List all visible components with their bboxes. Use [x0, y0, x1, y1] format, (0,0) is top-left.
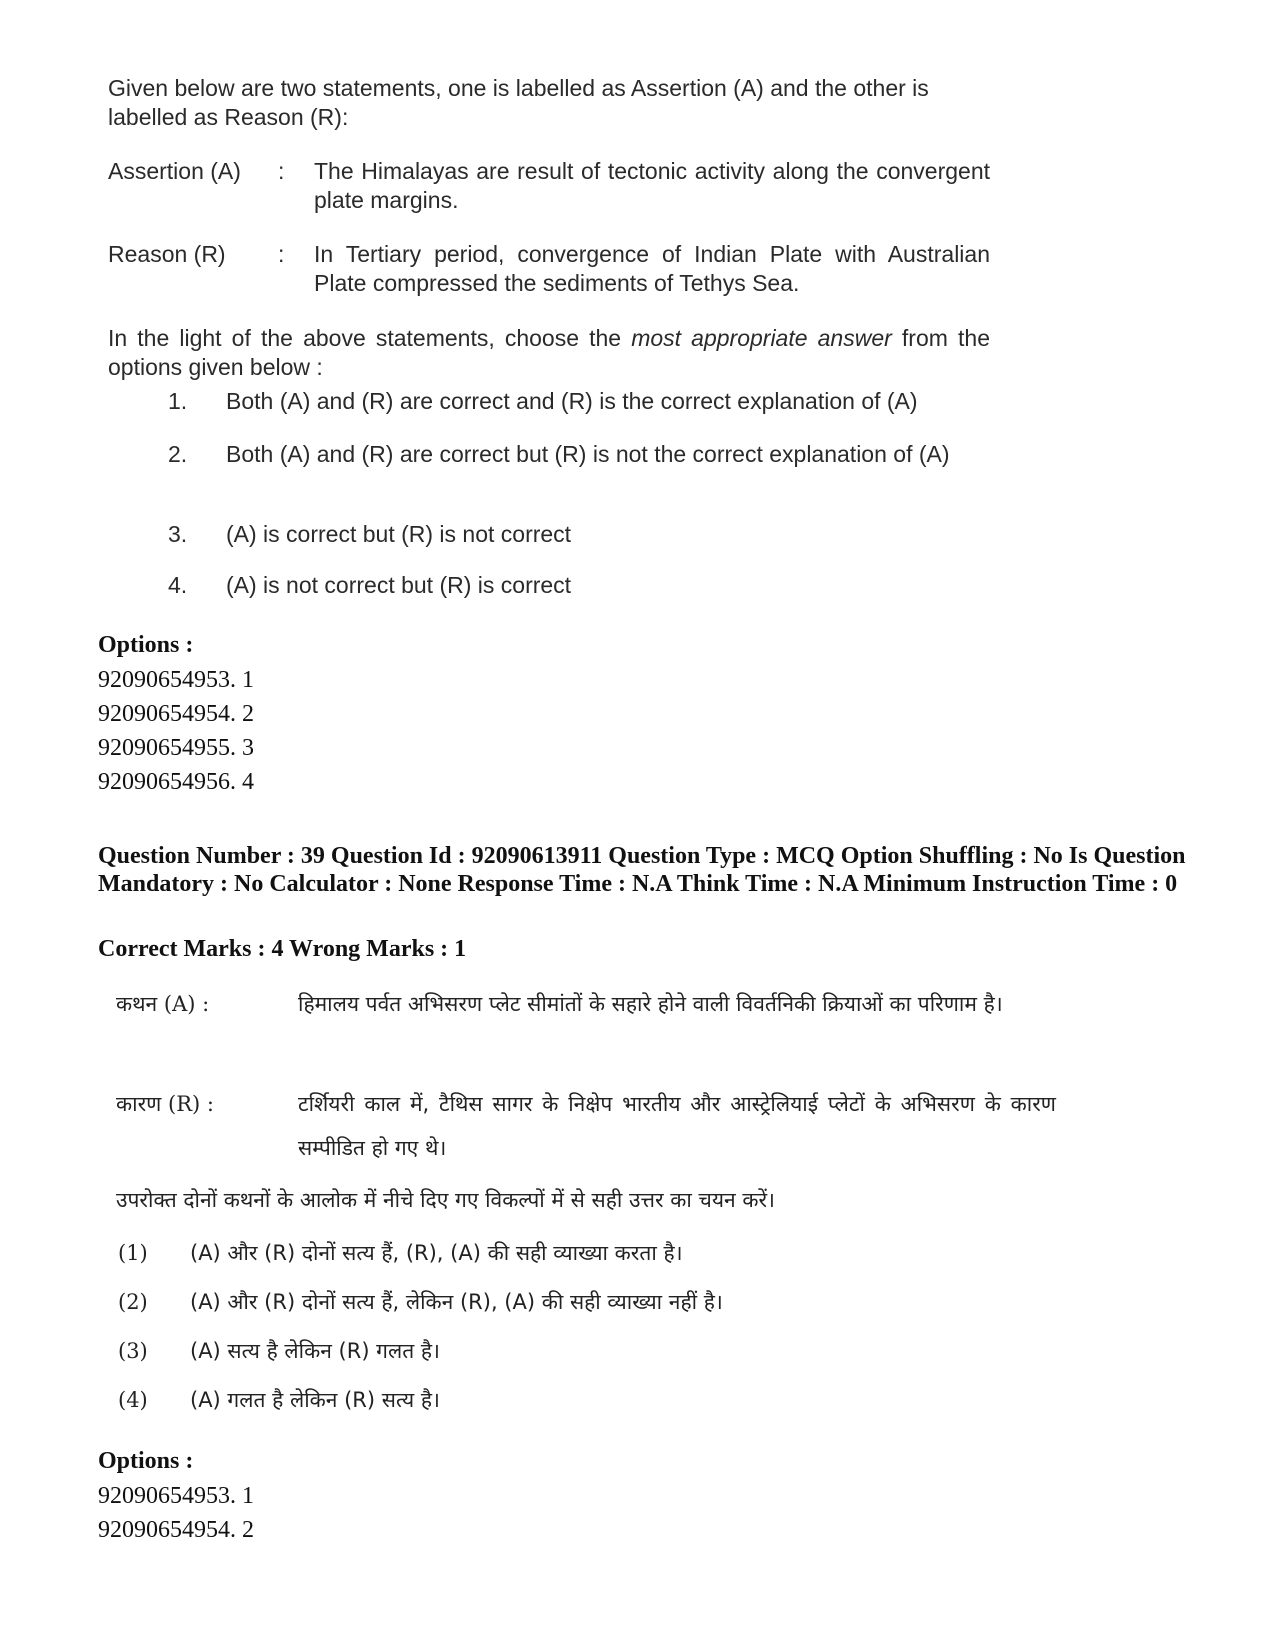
option-id: 92090654953. 1 — [98, 667, 254, 693]
reason-text: In Tertiary period, convergence of Indian Plate with Australian Plate compressed the sediments of Tethys Sea. — [314, 241, 990, 296]
options-heading: Options : — [98, 632, 194, 658]
choice-number: 2. — [168, 441, 188, 467]
instruction-text — [108, 324, 990, 382]
hindi-assertion-row — [116, 982, 1056, 1026]
options-heading: Options : — [98, 1448, 194, 1474]
hindi-choice-text: (A) सत्य है लेकिन (R) गलत है। — [190, 1339, 440, 1363]
hindi-choice-text: (A) गलत है लेकिन (R) सत्य है। — [190, 1388, 440, 1412]
hindi-choice-number: (2) — [118, 1290, 148, 1314]
option-id: 92090654954. 2 — [98, 1517, 254, 1543]
question-intro: Given below are two statements, one is labelled as Assertion (A) and the other is labelled as Reason (R): — [108, 75, 929, 130]
option-id: 92090654953. 1 — [98, 1483, 254, 1509]
hindi-instruction: उपरोक्त दोनों कथनों के आलोक में नीचे दिए गए विकल्पों में से सही उत्तर का चयन करें। — [116, 1188, 776, 1212]
question-marks: Correct Marks : 4 Wrong Marks : 1 — [98, 936, 467, 962]
assertion-label: Assertion (A) — [108, 158, 241, 184]
hindi-choice-item — [118, 1236, 1018, 1270]
hindi-choice-item — [118, 1285, 1018, 1319]
choice-text: (A) is correct but (R) is not correct — [226, 521, 572, 547]
reason-colon: : — [278, 241, 285, 267]
hindi-reason-row — [116, 1082, 1056, 1170]
hindi-choice-item — [118, 1334, 1018, 1368]
option-id: 92090654954. 2 — [98, 701, 254, 727]
hindi-choice-number: (1) — [118, 1241, 148, 1265]
choice-text: (A) is not correct but (R) is correct — [226, 572, 572, 598]
instruction-emphasis: most appropriate answer — [631, 325, 892, 351]
choice-item — [168, 520, 990, 549]
choice-item — [168, 440, 990, 469]
assertion-colon: : — [278, 158, 285, 184]
hindi-choice-number: (4) — [118, 1388, 148, 1412]
hindi-assertion-label: कथन (A) : — [116, 992, 210, 1016]
option-id: 92090654955. 3 — [98, 735, 254, 761]
choice-text: Both (A) and (R) are correct but (R) is not the correct explanation of (A) — [226, 441, 950, 467]
hindi-choice-text: (A) और (R) दोनों सत्य हैं, लेकिन (R), (A) की सही व्याख्या नहीं है। — [190, 1290, 723, 1314]
question-meta: Question Number : 39 Question Id : 92090613911 Question Type : MCQ Option Shuffling : No Is Question Mandatory : No Calculator : None Response Time : N.A Think Time : N.A Minimum Instruction Time : 0 — [98, 843, 1186, 897]
instruction-before: In the light of the above statements, choose the — [108, 325, 632, 351]
option-id: 92090654956. 4 — [98, 769, 254, 795]
reason-label: Reason (R) — [108, 241, 226, 267]
hindi-reason-label: कारण (R) : — [116, 1092, 214, 1116]
hindi-assertion-text: हिमालय पर्वत अभिसरण प्लेट सीमांतों के सहारे होने वाली विवर्तनिकी क्रियाओं का परिणाम है। — [298, 992, 1003, 1016]
hindi-choice-item — [118, 1383, 1018, 1417]
choice-text: Both (A) and (R) are correct and (R) is the correct explanation of (A) — [226, 388, 918, 414]
hindi-reason-text: टर्शियरी काल में, टैथिस सागर के निक्षेप भारतीय और आस्ट्रेलियाई प्लेटों के अभिसरण के कारण सम्पीडित हो गए थे। — [298, 1092, 1056, 1160]
hindi-choice-number: (3) — [118, 1339, 148, 1363]
choice-number: 4. — [168, 572, 188, 598]
reason-row — [108, 240, 990, 298]
instruction-after: from the options given below : — [108, 325, 990, 380]
choice-number: 1. — [168, 388, 188, 414]
choice-item — [168, 387, 990, 416]
assertion-row — [108, 157, 990, 215]
assertion-text: The Himalayas are result of tectonic activity along the convergent plate margins. — [314, 158, 990, 213]
hindi-choice-text: (A) और (R) दोनों सत्य हैं, (R), (A) की सही व्याख्या करता है। — [190, 1241, 683, 1265]
choice-item — [168, 571, 990, 600]
choice-number: 3. — [168, 521, 188, 547]
